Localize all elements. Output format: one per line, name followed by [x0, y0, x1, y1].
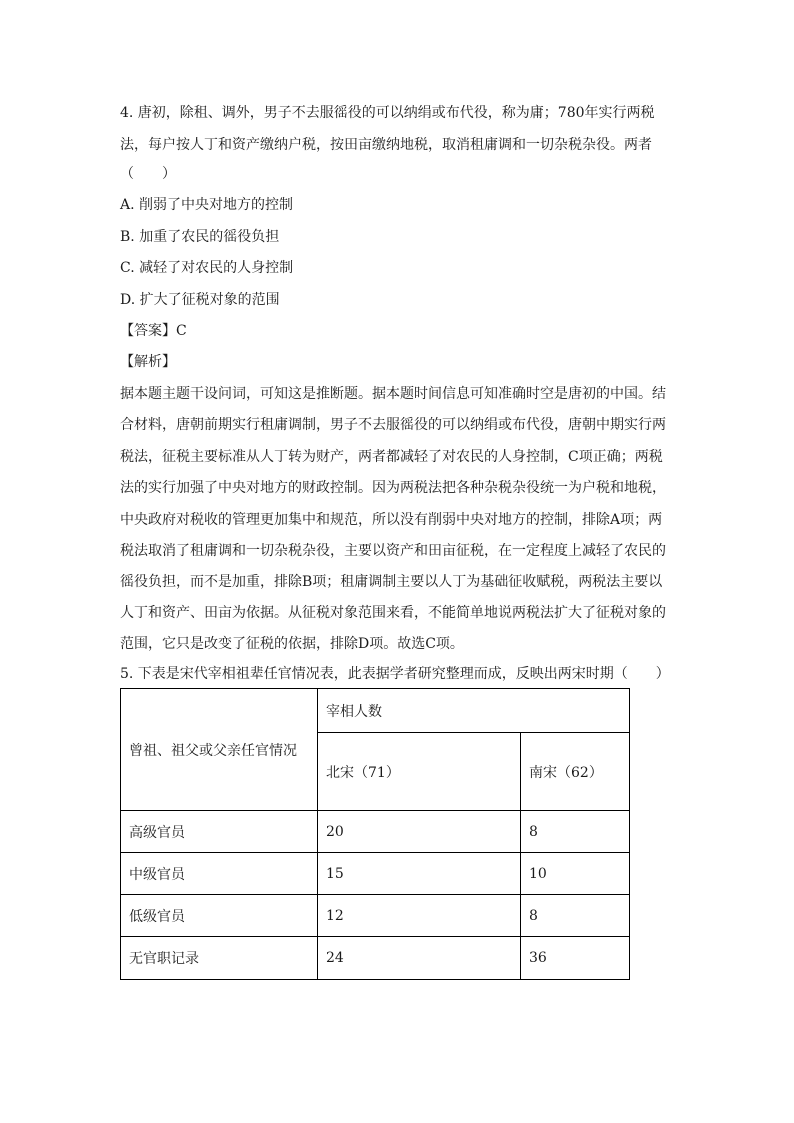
- q4-analysis-line-9: 范围，它只是改变了征税的依据，排除D项。故选C项。: [120, 636, 464, 652]
- q4-option-d: D. 扩大了征税对象的范围: [120, 292, 280, 308]
- table-cell-north: 12: [318, 895, 521, 937]
- table-row-label: 无官职记录: [121, 937, 318, 980]
- table-cell-south: 8: [521, 811, 630, 853]
- q4-analysis-line-8: 人丁和资产、田亩为依据。从征税对象范围来看，不能简单地说两税法扩大了征税对象的: [120, 605, 666, 621]
- table-cell-south: 10: [521, 853, 630, 895]
- q4-analysis-line-4: 法的实行加强了中央对地方的财政控制。因为两税法把各种杂税杂役统一为户税和地税，: [120, 480, 666, 496]
- q4-answer: 【答案】C: [120, 323, 187, 339]
- q4-option-b: B. 加重了农民的徭役负担: [120, 229, 280, 245]
- table-row-label: 中级官员: [121, 853, 318, 895]
- q4-option-c: C. 减轻了对农民的人身控制: [120, 260, 294, 276]
- q4-analysis-line-2: 合材料，唐朝前期实行租庸调制，男子不去服徭役的可以纳绢或布代役，唐朝中期实行两: [120, 417, 666, 433]
- q4-stem-line-2: 法，每户按人丁和资产缴纳户税，按田亩缴纳地税，取消租庸调和一切杂税杂役。两者: [120, 137, 652, 153]
- table-cell-south: 36: [521, 937, 630, 980]
- table-cell-north: 20: [318, 811, 521, 853]
- q4-stem-blank: （ ）: [120, 166, 176, 182]
- table-row-label: 高级官员: [121, 811, 318, 853]
- table-col-south: 南宋（62）: [521, 733, 630, 811]
- table-group-header: 宰相人数: [318, 689, 630, 733]
- table-col-north: 北宋（71）: [318, 733, 521, 811]
- q4-stem-line-1: 4. 唐初，除租、调外，男子不去服徭役的可以纳绢或布代役，称为庸；780年实行两税: [120, 105, 655, 121]
- q4-analysis-label: 【解析】: [120, 354, 176, 370]
- q4-analysis-line-1: 据本题主题干设问词，可知这是推断题。据本题时间信息可知准确时空是唐初的中国。结: [120, 386, 666, 402]
- table-row: [121, 853, 630, 895]
- table-row-label: 低级官员: [121, 895, 318, 937]
- q4-analysis-line-7: 徭役负担，而不是加重，排除B项；租庸调制主要以人丁为基础征收赋税，两税法主要以: [120, 574, 663, 590]
- table-row-header: 曾祖、祖父或父亲任官情况: [121, 689, 318, 811]
- table-row: [121, 811, 630, 853]
- table-cell-north: 15: [318, 853, 521, 895]
- q5-stem: 5. 下表是宋代宰相祖辈任官情况表，此表据学者研究整理而成，反映出两宋时期（ ）: [120, 666, 670, 682]
- q4-option-a: A. 削弱了中央对地方的控制: [120, 197, 294, 213]
- table-cell-north: 24: [318, 937, 521, 980]
- table-row: [121, 937, 630, 980]
- table-cell-south: 8: [521, 895, 630, 937]
- table-row: [121, 895, 630, 937]
- q5-table: [120, 688, 630, 980]
- q4-analysis-line-6: 税法取消了租庸调和一切杂税杂役，主要以资产和田亩征税，在一定程度上减轻了农民的: [120, 543, 666, 559]
- q4-analysis-line-5: 中央政府对税收的管理更加集中和规范，所以没有削弱中央对地方的控制，排除A项；两: [120, 512, 663, 528]
- q4-analysis-line-3: 税法，征税主要标准从人丁转为财产，两者都减轻了对农民的人身控制，C项正确；两税: [120, 449, 663, 465]
